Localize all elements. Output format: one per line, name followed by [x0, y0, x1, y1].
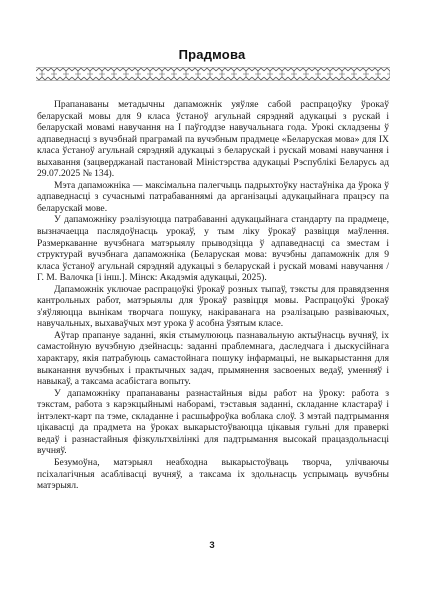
paragraph: Мэта дапаможніка — максімальна палегчыць падрыхтоўку настаўніка да ўрока ў адпаведнасці з сучаснымі патрабаваннямі да арганізацыі адукацыйнага працэсу па беларускай мове.: [37, 179, 389, 214]
paragraph: Дапаможнік уключае распрацоўкі ўрокаў розных тыпаў, тэксты для правядзення кантрольных работ, матэрыялы для ўрокаў развіцця мовы. Распрацоўкі ўрокаў з'яўляюцца вынікам творчага пошуку, накіраванага на рэалізацыю развіваючых, навучальных, выхаваўчых мэт урока ў асобна ўзятым класе.: [37, 283, 389, 330]
decorative-divider-icon: [36, 67, 390, 81]
page-number: 3: [209, 540, 215, 551]
paragraph: Прапанаваны метадычны дапаможнік уяўляе сабой распрацоўку ўрокаў беларускай мовы для 9 класа ўстаноў агульнай сярэдняй адукацыі з рускай і беларускай мовамі навучання на I паўгоддзе навучальнага года. Урокі складзены ў адпаведнасці з вучэбнай праграмай па вучэбным прадмеце «Беларуская мова» для IX класа ўстаноў агульнай сярэдняй адукацыі з беларускай і рускай мовамі навучання і выхавання (зацверджанай пастановай Міністэрства адукацыі Рэспублікі Беларусь ад 29.07.2025 № 134).: [37, 99, 389, 180]
paragraph: Аўтар прапануе заданні, якія стымулююць пазнавальную актыўнасць вучняў, іх самастойную вучэбную дзейнасць: заданні праблемнага, даследчага і дыскусійнага характару, якія патрабуюць самастойнага пошуку інфармацыі, не выкарыстання для выканання вучэбных і практычных задач, прымянення засвоеных ведаў, уменняў і навыкаў, а таксама асабістага вопыту.: [37, 329, 389, 388]
paragraph: У дапаможніку прапанаваны разнастайныя віды работ на ўроку: работа з тэкстам, работа з карэкцыйнымі наборамі, тэставыя заданні, складанне кластараў і інтэлект-карт па тэме, складанне і расшыфроўка воблака слоў. З мэтай падтрымання цікавасці да прадмета на ўроках выкарыстоўваюцца цікавыя гульні для праверкі ведаў і разнастайныя фізкультхвілінкі для падтрымання высокай працаздольнасці вучняў.: [37, 387, 389, 457]
page-title: Прадмова: [178, 47, 246, 62]
paragraph: У дапаможніку рэалізуюцца патрабаванні адукацыйнага стандарту па прадмеце, вызначаецца паслядоўнасць урокаў, у тым ліку ўрокаў развіцця маўлення. Размеркаванне вучэбнага матэрыялу прыводзіцца ў адпаведнасці са зместам і структурай вучэбнага дапаможніка (Беларуская мова: вучэбны дапаможнік для 9 класа ўстаноў агульнай сярэдняй адукацыі з беларускай і рускай мовамі навучання / Г. М. Валочка [і інш.]. Мінск: Акадэмія адукацыі, 2025).: [37, 214, 389, 284]
paragraph: Безумоўна, матэрыял неабходна выкарыстоўваць творча, улічваючы псіхалагічныя асаблівасці вучняў, а таксама іх здольнасць успрымаць вучэбны матэрыял.: [37, 456, 389, 492]
preface-text: [37, 99, 389, 492]
